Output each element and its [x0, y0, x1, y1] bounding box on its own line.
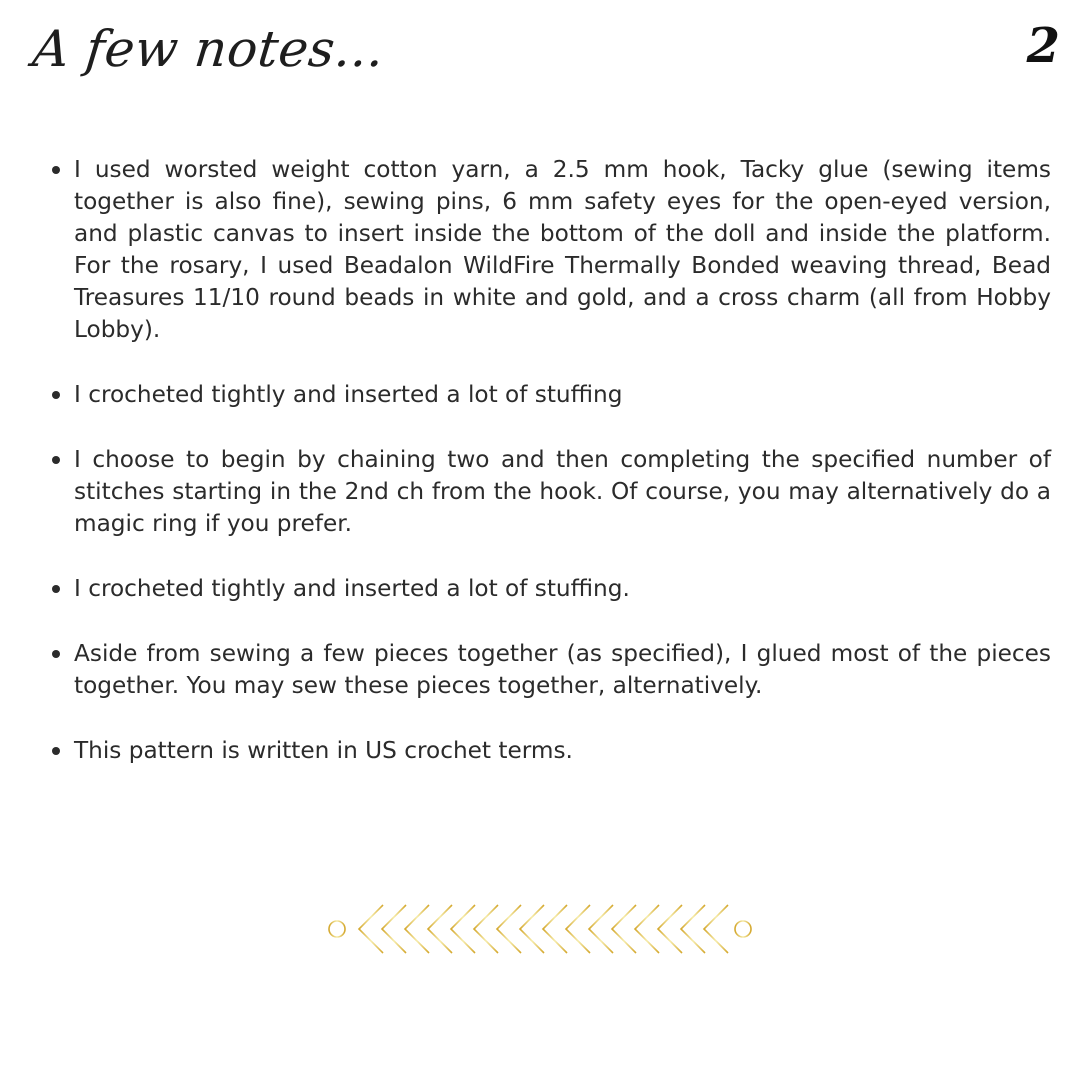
note-item-terms: • This pattern is written in US crochet terms.	[74, 734, 1051, 767]
note-item-gluing: • Aside from sewing a few pieces together (as specified), I glued most of the pieces together. You may sew these pieces together, alternatively.	[74, 637, 1051, 702]
note-item-materials: • I used worsted weight cotton yarn, a 2.5 mm hook, Tacky glue (sewing items together is also fine), sewing pins, 6 mm safety eyes for the open-eyed version, and plastic canvas to insert inside the bottom of the doll and inside the platform. For the rosary, I used Beadalon WildFire Thermally Bonded weaving thread, Bead Treasures 11/10 round beads in white and gold, and a cross charm (all from Hobby Lobby).	[74, 153, 1051, 346]
page-title: A few notes...	[30, 20, 388, 78]
arrow-chevron-divider-icon	[325, 900, 755, 956]
notes-list	[40, 153, 1051, 799]
note-item-stuffing: • I crocheted tightly and inserted a lot of stuffing	[74, 378, 1051, 411]
note-item-stuffing-repeat: • I crocheted tightly and inserted a lot of stuffing.	[74, 572, 1051, 605]
page-number: 2	[1026, 18, 1060, 74]
note-item-starting-chain: • I choose to begin by chaining two and then completing the specified number of stitches starting in the 2nd ch from the hook. Of course, you may alternatively do a magic ring if you prefer.	[74, 443, 1051, 540]
